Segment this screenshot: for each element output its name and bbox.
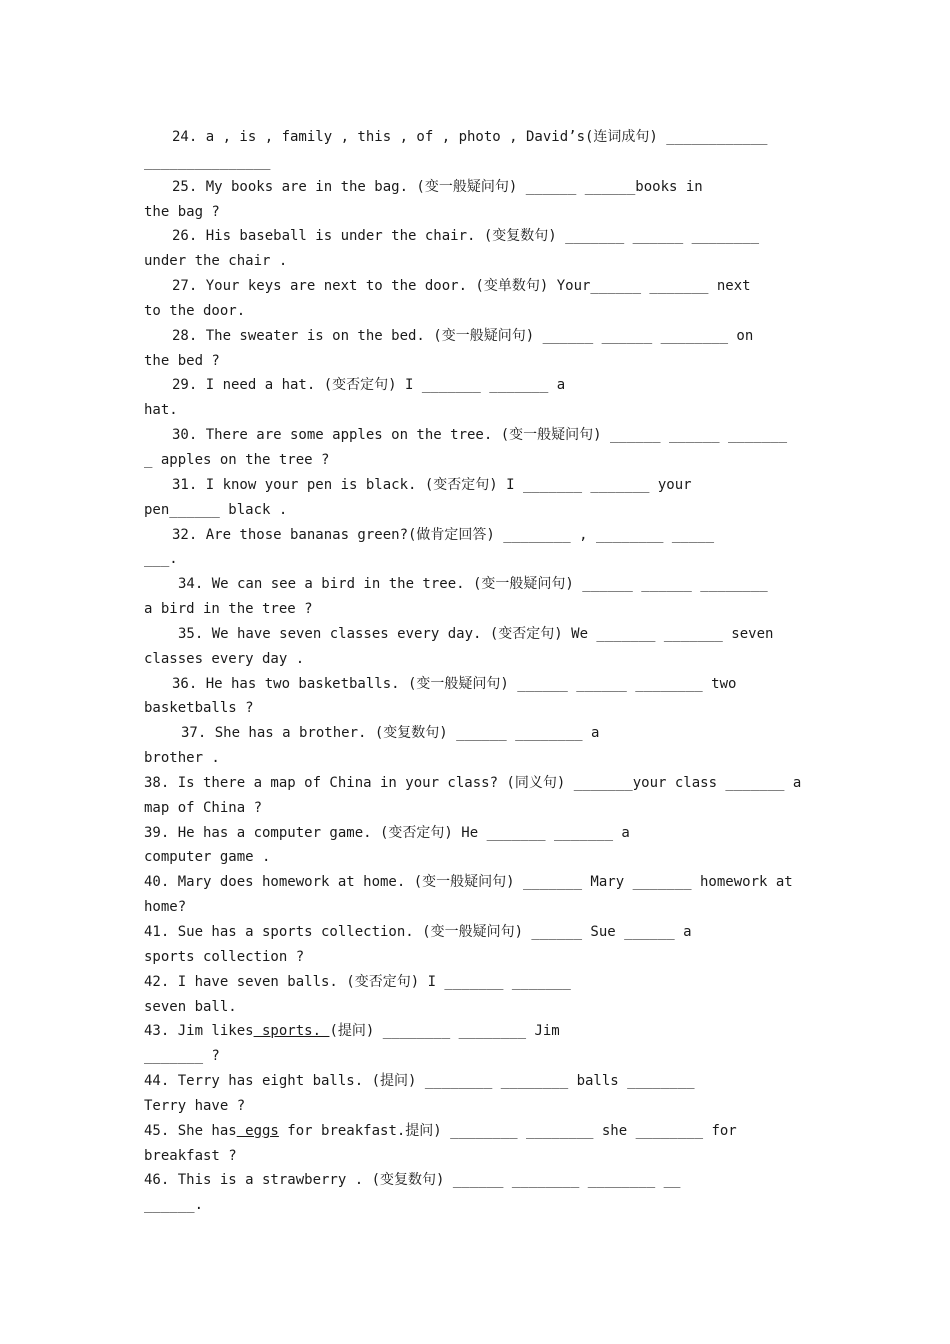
question-text: 41. Sue has a sports collection. (变一般疑问句) ______ Sue ______ a	[144, 924, 692, 940]
question-continuation: classes every day .	[144, 650, 305, 667]
question-text: 46. This is a strawberry . (变复数句) ______ ________ ________ __	[144, 1172, 681, 1189]
question-continuation: ___.	[144, 551, 178, 568]
question-continuation: Terry have ?	[144, 1097, 246, 1114]
question-text: 24. a , is , family , this , of , photo , David’s(连词成句) ____________	[172, 129, 768, 145]
question-text: 42. I have seven balls. (变否定句) I _______ _______	[144, 973, 571, 990]
question-text-tail: (提问) ________ ________ Jim	[329, 1023, 560, 1040]
question-continuation: home?	[144, 899, 187, 916]
question-text: 43. Jim likes	[144, 1023, 254, 1040]
question-text: 36. He has two basketballs. (变一般疑问句) ______ ______ ________ two	[172, 675, 737, 692]
question-continuation: pen______ black .	[144, 501, 288, 518]
question-text-tail: for breakfast.提问) ________ ________ she ________ for	[278, 1122, 737, 1139]
question-continuation: the bed ?	[144, 352, 220, 369]
question-text: 45. She has	[144, 1122, 237, 1139]
question-text: 29. I need a hat. (变否定句) I _______ _______ a	[172, 377, 566, 394]
question-28	[144, 324, 808, 374]
question-36	[144, 672, 808, 722]
question-42	[144, 970, 808, 1020]
question-30	[144, 423, 808, 473]
question-text: 25. My books are in the bag. (变一般疑问句) ______ ______books in	[172, 178, 703, 195]
question-continuation: to the door.	[144, 302, 246, 319]
question-40	[144, 870, 808, 920]
question-39	[144, 821, 808, 871]
question-38	[144, 771, 808, 821]
question-46	[144, 1168, 808, 1218]
question-41	[144, 920, 808, 970]
question-continuation: breakfast ?	[144, 1147, 237, 1164]
question-text: 35. We have seven classes every day. (变否定句) We _______ _______ seven	[178, 625, 774, 642]
question-continuation: sports collection ?	[144, 948, 305, 965]
question-text: 37. She has a brother. (变复数句) ______ ________ a	[181, 725, 600, 742]
question-continuation: ______.	[144, 1197, 204, 1214]
underlined-target: eggs	[236, 1122, 279, 1139]
question-text: 39. He has a computer game. (变否定句) He _______ _______ a	[144, 824, 630, 841]
question-continuation: seven ball.	[144, 998, 237, 1015]
question-text: 30. There are some apples on the tree. (变一般疑问句) ______ ______ _______	[172, 427, 788, 444]
question-continuation: brother .	[144, 750, 220, 767]
question-continuation: the bag ?	[144, 203, 220, 220]
question-35	[144, 622, 808, 672]
question-continuation: basketballs ?	[144, 700, 254, 717]
question-continuation: computer game .	[144, 849, 271, 866]
question-32	[144, 523, 808, 573]
question-29	[144, 373, 808, 423]
question-text: 44. Terry has eight balls. (提问) ________ ________ balls ________	[144, 1073, 695, 1090]
question-continuation: under the chair .	[144, 253, 288, 270]
question-25	[144, 175, 808, 225]
question-list	[144, 125, 808, 1218]
question-text: 28. The sweater is on the bed. (变一般疑问句) ______ ______ ________ on	[172, 327, 754, 344]
question-text: 31. I know your pen is black. (变否定句) I _______ _______ your	[172, 476, 692, 493]
question-27	[144, 274, 808, 324]
question-24	[144, 125, 808, 175]
question-text: 32. Are those bananas green?(做肯定回答) ________ , ________ _____	[172, 526, 715, 543]
question-text: 34. We can see a bird in the tree. (变一般疑问句) ______ ______ ________	[178, 576, 768, 593]
underlined-target: sports.	[253, 1023, 330, 1040]
question-37	[144, 721, 808, 771]
question-continuation: hat.	[144, 402, 178, 419]
question-text: 26. His baseball is under the chair. (变复数句) _______ ______ ________	[172, 228, 760, 245]
question-continuation: a bird in the tree ?	[144, 601, 313, 618]
question-43	[144, 1019, 808, 1069]
question-text: 38. Is there a map of China in your class? (同义句) _______your class _______ a	[144, 774, 802, 791]
question-continuation: _______ ?	[144, 1048, 220, 1065]
question-26	[144, 224, 808, 274]
question-text: 40. Mary does homework at home. (变一般疑问句) _______ Mary _______ homework at	[144, 874, 793, 891]
question-44	[144, 1069, 808, 1119]
question-continuation: map of China ?	[144, 799, 263, 816]
question-31	[144, 473, 808, 523]
question-text: 27. Your keys are next to the door. (变单数句) Your______ _______ next	[172, 278, 751, 295]
question-continuation: _ apples on the tree ?	[144, 451, 330, 468]
question-continuation: _______________	[144, 153, 271, 170]
question-45	[144, 1119, 808, 1169]
question-34	[144, 572, 808, 622]
